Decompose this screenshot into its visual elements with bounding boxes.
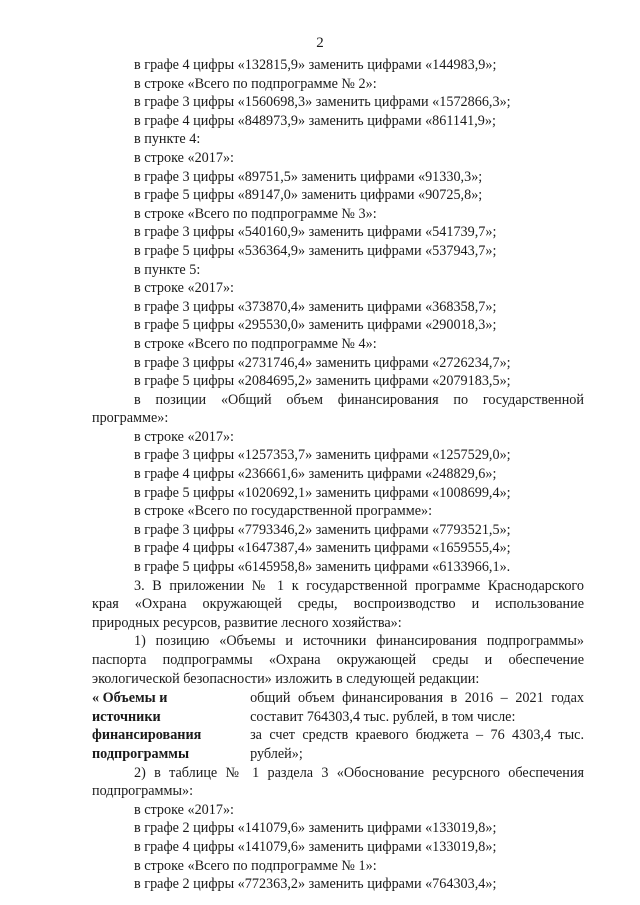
text-line: в графе 5 цифры «89147,0» заменить цифрами «90725,8»; [134,187,483,204]
text-line: в позиции «Общий объем финансирования по государственной [134,391,584,408]
document-body [92,56,584,894]
amendments-part-1 [92,56,584,688]
text-line: экологической безопасности» изложить в следующей редакции: [92,670,480,687]
text-line: в графе 3 цифры «1560698,3» заменить цифрами «1572866,3»; [134,94,511,111]
text-line: в графе 2 цифры «772363,2» заменить цифрами «764303,4»; [134,876,497,893]
funding-block [92,689,584,763]
text-line: в графе 5 цифры «2084695,2» заменить цифрами «2079183,5»; [134,373,511,390]
text-line: в строке «Всего по подпрограмме № 3»: [134,205,377,222]
funding-label-line: подпрограммы [92,745,190,762]
text-line: в пункте 5: [134,261,201,278]
text-line: в строке «Всего по подпрограмме № 4»: [134,335,377,352]
text-line: в графе 5 цифры «1020692,1» заменить цифрами «1008699,4»; [134,484,511,501]
text-line: 1) позицию «Объемы и источники финансирования подпрограммы» [134,633,584,650]
text-line: в графе 3 цифры «2731746,4» заменить цифрами «2726234,7»; [134,354,511,371]
text-line: в графе 4 цифры «141079,6» заменить цифрами «133019,8»; [134,838,497,855]
text-line: в строке «Всего по государственной программе»: [134,503,433,520]
funding-text-line: рублей»; [250,745,303,762]
text-line: программе»: [92,410,169,427]
funding-text-line: составит 764303,4 тыс. рублей, в том числе: [250,708,516,725]
text-line: в строке «Всего по подпрограмме № 1»: [134,857,377,874]
text-line: в графе 4 цифры «236661,6» заменить цифрами «248829,6»; [134,466,497,483]
text-line: в строке «Всего по подпрограмме № 2»: [134,75,377,92]
funding-text-line: общий объем финансирования в 2016 – 2021 годах [250,690,584,707]
funding-block-text [250,689,584,763]
text-line: 2) в таблице № 1 раздела 3 «Обоснование ресурсного обеспечения [134,764,584,781]
text-line: 3. В приложении № 1 к государственной программе Краснодарского [134,577,584,594]
text-line: края «Охрана окружающей среды, воспроизводство и использование [92,596,584,613]
text-line: в строке «2017»: [134,428,234,445]
text-line: в графе 3 цифры «1257353,7» заменить цифрами «1257529,0»; [134,447,511,464]
text-line: в строке «2017»: [134,801,234,818]
page-number: 2 [316,35,324,51]
funding-label-line: финансирования [92,727,202,744]
funding-block-label [92,689,250,763]
text-line: в графе 3 цифры «540160,9» заменить цифрами «541739,7»; [134,224,497,241]
funding-label-line: источники [92,708,161,725]
text-line: в графе 5 цифры «6145958,8» заменить цифрами «6133966,1». [134,559,511,576]
text-line: паспорта подпрограммы «Охрана окружающей среды и обеспечение [92,652,584,668]
funding-label-line: « Объемы и [92,690,168,707]
text-line: в графе 3 цифры «373870,4» заменить цифрами «368358,7»; [134,298,497,315]
amendments-part-2 [92,764,584,894]
text-line: в графе 4 цифры «848973,9» заменить цифрами «861141,9»; [134,112,496,129]
text-line: в графе 4 цифры «132815,9» заменить цифрами «144983,9»; [134,57,497,73]
text-line: в графе 2 цифры «141079,6» заменить цифрами «133019,8»; [134,820,497,837]
text-line: в строке «2017»: [134,149,234,166]
text-line: в графе 3 цифры «7793346,2» заменить цифрами «7793521,5»; [134,521,511,538]
funding-text-line: за счет средств краевого бюджета – 76 4303,4 тыс. [250,727,584,744]
text-line: природных ресурсов, развитие лесного хозяйства»: [92,614,402,631]
text-line: в графе 5 цифры «295530,0» заменить цифрами «290018,3»; [134,317,497,334]
text-line: в строке «2017»: [134,280,234,297]
text-line: в графе 4 цифры «1647387,4» заменить цифрами «1659555,4»; [134,540,511,557]
text-line: в пункте 4: [134,131,201,148]
text-line: в графе 5 цифры «536364,9» заменить цифрами «537943,7»; [134,242,497,259]
text-line: подпрограммы»: [92,783,194,800]
text-line: в графе 3 цифры «89751,5» заменить цифрами «91330,3»; [134,168,483,185]
